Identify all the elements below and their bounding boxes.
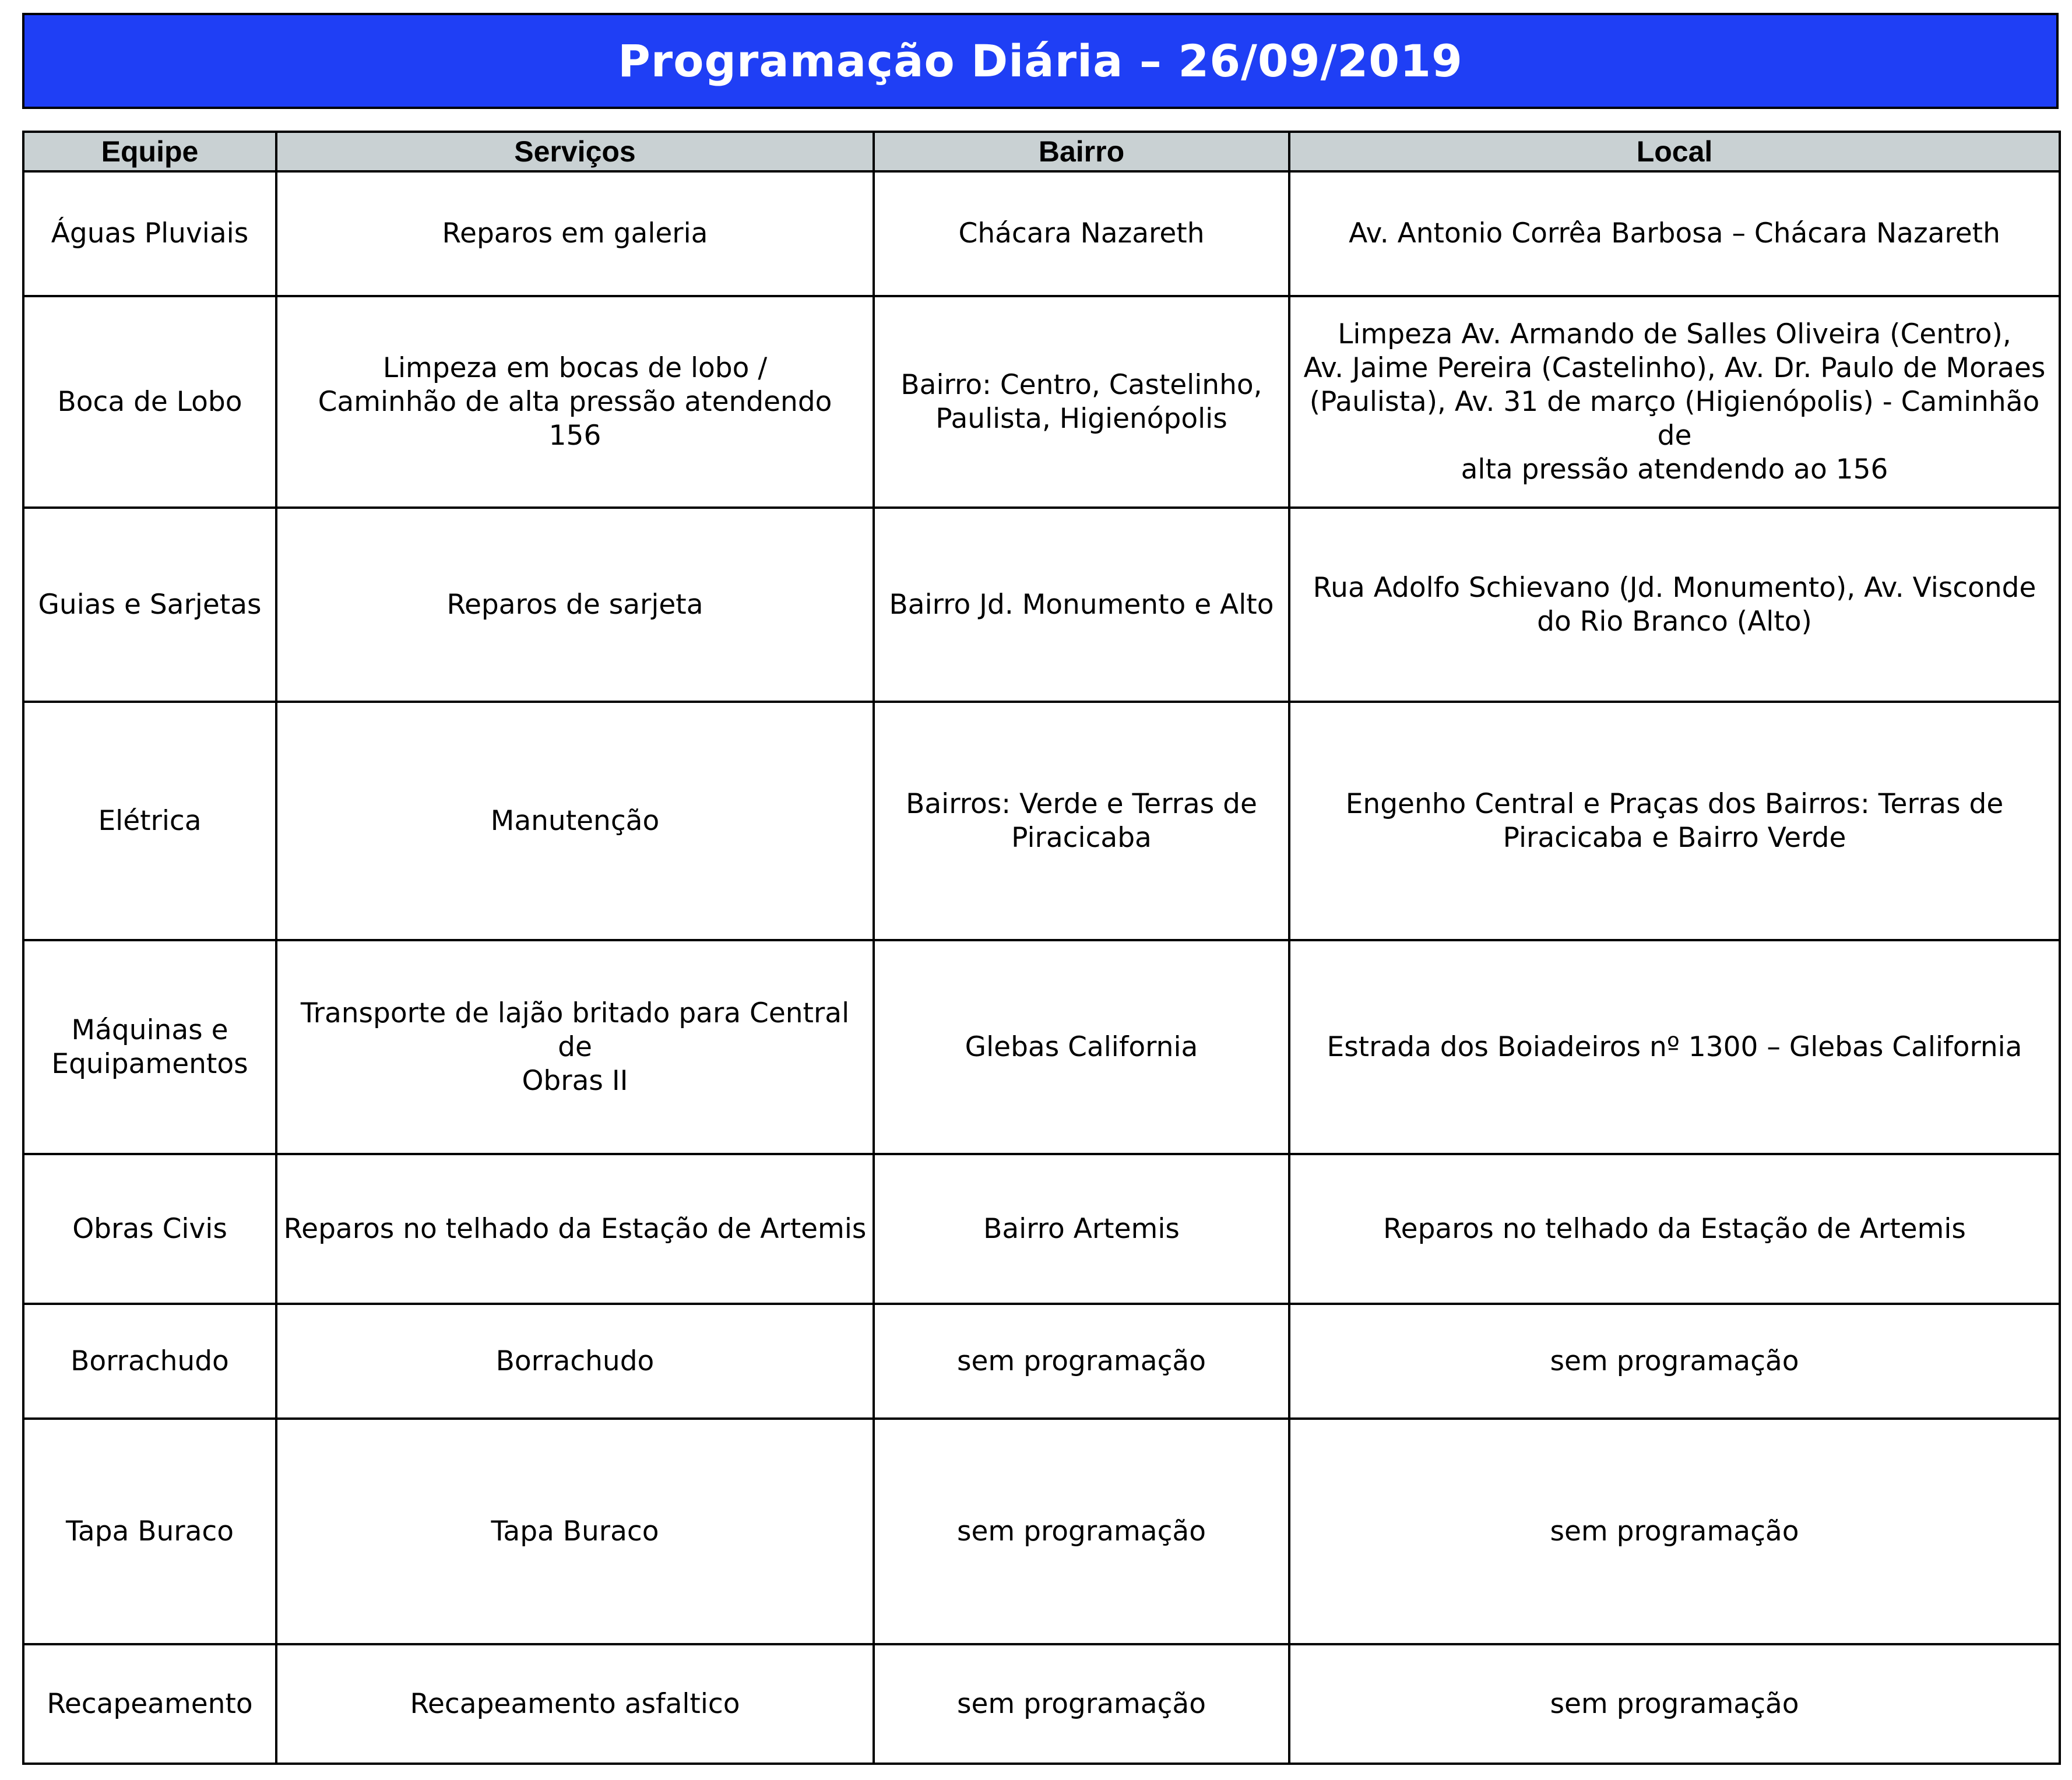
cell-servicos: Reparos no telhado da Estação de Artemis: [276, 1154, 874, 1304]
cell-bairro: Bairros: Verde e Terras de Piracicaba: [874, 702, 1289, 940]
cell-bairro: sem programação: [874, 1419, 1289, 1644]
cell-bairro: Bairro: Centro, Castelinho, Paulista, Higienópolis: [874, 296, 1289, 508]
cell-local: sem programação: [1289, 1419, 2060, 1644]
title-banner: [22, 13, 2059, 109]
cell-servicos: Limpeza em bocas de lobo / Caminhão de alta pressão atendendo 156: [276, 296, 874, 508]
cell-equipe: Guias e Sarjetas: [23, 508, 276, 702]
table-header-row: [23, 132, 2060, 171]
table-row: [23, 1154, 2060, 1304]
header-servicos: Serviços: [276, 132, 874, 171]
cell-local: Engenho Central e Praças dos Bairros: Terras de Piracicaba e Bairro Verde: [1289, 702, 2060, 940]
header-bairro: Bairro: [874, 132, 1289, 171]
cell-servicos: Reparos em galeria: [276, 171, 874, 296]
table-row: [23, 296, 2060, 508]
cell-equipe: Tapa Buraco: [23, 1419, 276, 1644]
table-row: [23, 940, 2060, 1154]
cell-servicos: Tapa Buraco: [276, 1419, 874, 1644]
cell-bairro: Glebas California: [874, 940, 1289, 1154]
cell-local: Rua Adolfo Schievano (Jd. Monumento), Av. Visconde do Rio Branco (Alto): [1289, 508, 2060, 702]
header-equipe: Equipe: [23, 132, 276, 171]
cell-local: sem programação: [1289, 1304, 2060, 1419]
cell-bairro: Chácara Nazareth: [874, 171, 1289, 296]
cell-equipe: Elétrica: [23, 702, 276, 940]
cell-bairro: Bairro Jd. Monumento e Alto: [874, 508, 1289, 702]
cell-servicos: Reparos de sarjeta: [276, 508, 874, 702]
cell-local: Av. Antonio Corrêa Barbosa – Chácara Nazareth: [1289, 171, 2060, 296]
schedule-table: [22, 131, 2061, 1765]
cell-equipe: Águas Pluviais: [23, 171, 276, 296]
cell-servicos: Transporte de lajão britado para Central de Obras II: [276, 940, 874, 1154]
cell-equipe: Máquinas e Equipamentos: [23, 940, 276, 1154]
cell-local: sem programação: [1289, 1644, 2060, 1764]
cell-servicos: Borrachudo: [276, 1304, 874, 1419]
cell-bairro: sem programação: [874, 1304, 1289, 1419]
cell-local: Reparos no telhado da Estação de Artemis: [1289, 1154, 2060, 1304]
cell-local: Limpeza Av. Armando de Salles Oliveira (Centro), Av. Jaime Pereira (Castelinho), Av. Dr. Paulo de Moraes (Paulista), Av. 31 de março (Higienópolis) - Caminhão de alta pressão atendendo ao 156: [1289, 296, 2060, 508]
cell-equipe: Recapeamento: [23, 1644, 276, 1764]
table-row: [23, 1419, 2060, 1644]
cell-bairro: Bairro Artemis: [874, 1154, 1289, 1304]
cell-local: Estrada dos Boiadeiros nº 1300 – Glebas California: [1289, 940, 2060, 1154]
header-local: Local: [1289, 132, 2060, 171]
cell-bairro: sem programação: [874, 1644, 1289, 1764]
table-row: [23, 1644, 2060, 1764]
cell-equipe: Boca de Lobo: [23, 296, 276, 508]
table-row: [23, 508, 2060, 702]
cell-equipe: Obras Civis: [23, 1154, 276, 1304]
cell-equipe: Borrachudo: [23, 1304, 276, 1419]
table-row: [23, 702, 2060, 940]
table-row: [23, 171, 2060, 296]
table-row: [23, 1304, 2060, 1419]
cell-servicos: Recapeamento asfaltico: [276, 1644, 874, 1764]
cell-servicos: Manutenção: [276, 702, 874, 940]
page-title: Programação Diária – 26/09/2019: [618, 35, 1463, 87]
